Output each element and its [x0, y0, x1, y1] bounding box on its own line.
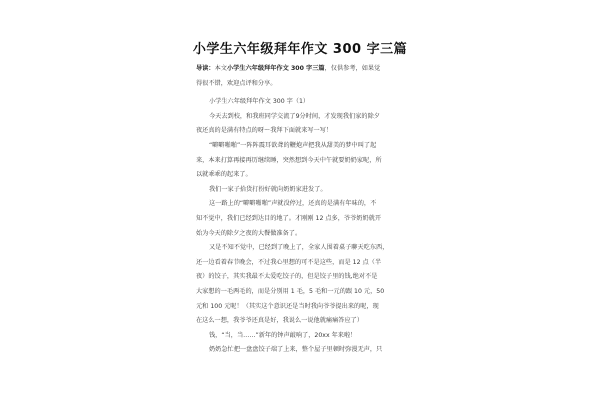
paragraph — [196, 241, 408, 329]
guide-paragraph — [196, 62, 408, 91]
paragraph-line: 元和 100 元呢！（其实这个意识还是当时我向爷爷提出来的呢，现 — [196, 302, 379, 310]
paragraph-line: 大家想的一毛两毛的，而是分别用 1 毛，5 毛和一元的跟 10 元，50 — [196, 287, 385, 295]
paragraph — [196, 110, 408, 139]
guide-prefix: 本文 — [214, 65, 227, 72]
paragraph — [196, 343, 408, 358]
paragraph — [196, 329, 408, 344]
paragraph-line: 今天去到校，和我班同学交流了9分时间，才发现我们家的除夕 — [209, 112, 380, 120]
document-title: 小学生六年级拜年作文 300 字三篇 — [192, 42, 408, 57]
paragraph-line: 夜）的饺子，其实我最不太爱吃饺子的，但是饺子里的钱,绝对不是 — [196, 273, 378, 281]
guide-line-1 — [196, 62, 408, 77]
paragraph-line: 在这么一想，我爷爷还真是好，我说么一说他就痛痛答应了） — [196, 317, 364, 325]
paragraph-line: “噼噼啪啪”一阵阵震耳欲聋的鞭炮声把我从甜美的梦中叫了起 — [209, 141, 377, 149]
paragraph-line: 又是不知不觉中，已经到了晚上了，全家人围着桌子聊天吃东西， — [209, 244, 389, 252]
paragraph-line: 我们一家子拾货打扮好就向奶奶家进发了。 — [209, 185, 327, 193]
paragraph-line: 始为今天的除夕之夜的大餐做准备了。 — [196, 229, 302, 237]
document-body — [196, 62, 408, 358]
guide-label: 导读： — [196, 65, 215, 72]
paragraph-line: 还一边看着春节晚会，不过我心里想的可不是这些，而是 12 点（半 — [196, 258, 382, 266]
guide-highlight: 小学生六年级拜年作文 300 字三篇 — [226, 65, 325, 72]
paragraph-line: 钱，“当，当……”新年的钟声敲响了，20xx 年来啦！ — [209, 331, 357, 339]
paragraph — [196, 197, 408, 241]
paragraph-line: 以就乖乖的起来了。 — [196, 171, 252, 179]
section-subtitle — [196, 95, 408, 110]
subtitle-line: 小学生六年级拜年作文 300 字（1） — [209, 98, 310, 106]
paragraph-line: 知不觉中，我们已经到达目的地了。才刚刚 12 点多，爷爷奶奶就开 — [196, 214, 382, 222]
guide-suffix: ，仅供参考，如果觉 — [324, 65, 381, 72]
paragraph-line: 夜还真的是满有特点的呀～我拜下面就来写一写！ — [196, 127, 333, 135]
paragraph-line: 这一路上的“噼噼啪啪”声就没停过，还真的是满有年味的，不 — [209, 200, 377, 208]
paragraph — [196, 183, 408, 198]
paragraph — [196, 139, 408, 183]
paragraph-line: 奶奶急忙把一盘盘饺子端了上来，整个屋子里顿时弥漫无声，只 — [209, 346, 383, 354]
guide-line-2: 得很不错，欢迎点评和分享。 — [196, 79, 277, 87]
paragraph-line: 来，本来打算再接再历继续睡，突然想到今天中午就要奶奶家呢，所 — [196, 156, 382, 164]
